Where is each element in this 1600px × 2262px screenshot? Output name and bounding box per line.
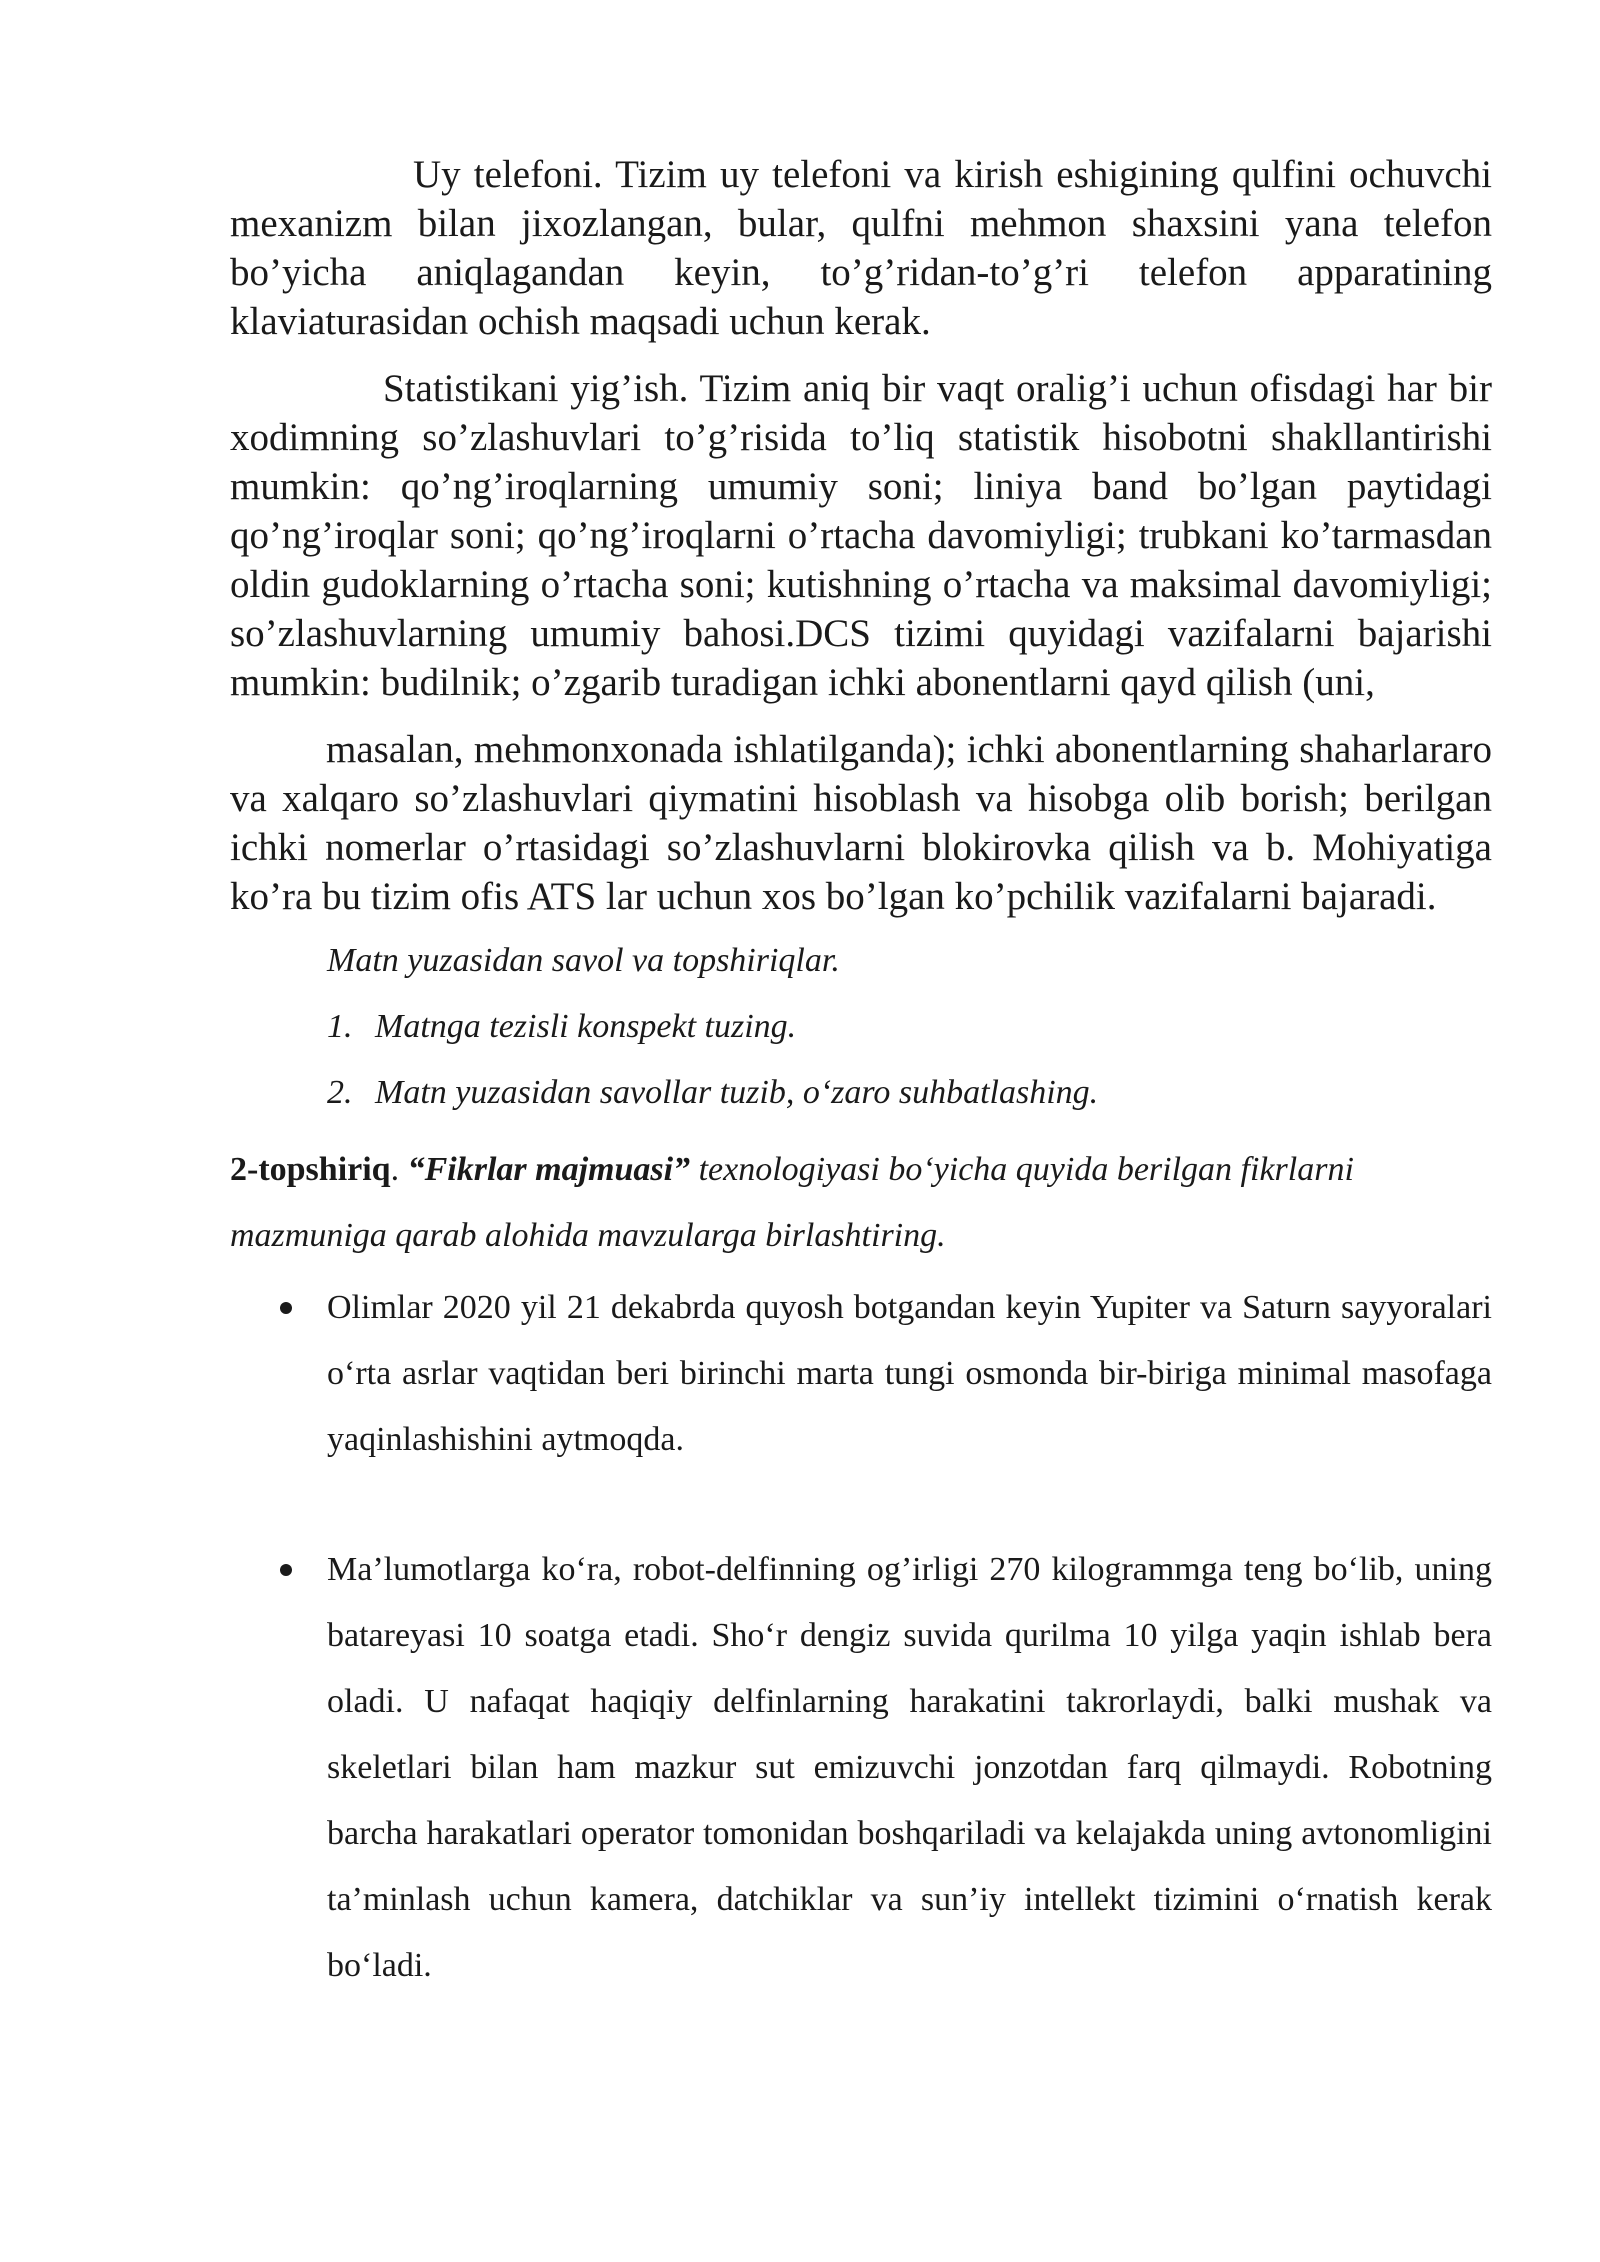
bullet-dot-icon	[230, 1275, 327, 1473]
questions-heading: Matn yuzasidan savol va topshiriqlar.	[327, 942, 840, 979]
bullet-dot-icon	[230, 1537, 327, 1999]
bullet-item	[230, 1275, 1492, 1473]
task-2-term: “Fikrlar majmuasi”	[407, 1151, 691, 1188]
paragraph-statistics: Statistikani yig’ish. Tizim aniq bir vaqt oralig’i uchun ofisdagi har bir xodimning so’zlashuvlari to’g’risida to’liq statistik hisobotni shakllantirishi mumkin: qo’ng’iroqlarning umumiy soni; liniya band bo’lgan paytidagi qo’ng’iroqlar soni; qo’ng’iroqlarni o’rtacha davomiyligi; trubkani ko’tarmasdan oldin gudoklarning o’rtacha soni; kutishning o’rtacha va maksimal davomiyligi; so’zlashuvlarning umumiy bahosi.DCS tizimi quyidagi vazifalarni bajarishi mumkin: budilnik; o’zgarib turadigan ichki abonentlarni qayd qilish (uni,	[230, 367, 1492, 704]
question-number: 1.	[327, 1008, 353, 1045]
spacer	[230, 1473, 1492, 1537]
bullet-text: Olimlar 2020 yil 21 dekabrda quyosh botgandan keyin Yupiter va Saturn sayyoralari o‘rta asrlar vaqtidan beri birinchi marta tungi osmonda bir-biriga minimal masofaga yaqinlashishini aytmoqda.	[327, 1289, 1492, 1458]
task-2-text: texnologiyasi bo‘yicha quyida berilgan fikrlarni mazmuniga qarab alohida mavzularga birlashtiring.	[230, 1151, 1354, 1254]
paragraph-home-phone: Uy telefoni. Tizim uy telefoni va kirish eshigining qulfini ochuvchi mexanizm bilan jixozlangan, bular, qulfni mehmon shaxsini yana telefon bo’yicha aniqlagandan keyin, to’g’ridan-to’g’ri telefon apparatining klaviaturasidan ochish maqsadi uchun kerak.	[230, 153, 1492, 343]
task-2-separator: .	[390, 1151, 408, 1188]
question-item	[230, 1071, 1492, 1115]
question-item	[230, 1005, 1492, 1049]
bullet-text: Ma’lumotlarga ko‘ra, robot-delfinning og’irligi 270 kilogrammga teng bo‘lib, uning batareyasi 10 soatga etadi. Sho‘r dengiz suvida qurilma 10 yilga yaqin ishlab bera oladi. U nafaqat haqiqiy delfinlarning harakatini takrorlaydi, balki mushak va skeletlari bilan ham mazkur sut emizuvchi jonzotdan farq qilmaydi. Robotning barcha harakatlari operator tomonidan boshqariladi va kelajakda uning avtonomligini ta’minlash uchun kamera, datchiklar va sun’iy intellekt tizimini o‘rnatish kerak bo‘ladi.	[327, 1551, 1492, 1984]
question-text: Matnga tezisli konspekt tuzing.	[375, 1008, 797, 1045]
document-page	[230, 150, 1492, 1999]
paragraph-dcs-functions: masalan, mehmonxonada ishlatilganda); ichki abonentlarning shaharlararo va xalqaro so’zlashuvlari qiymatini hisoblash va hisobga olib borish; berilgan ichki nomerlar o’rtasidagi so’zlashuvlarni blokirovka qilish va b. Mohiyatiga ko’ra bu tizim ofis ATS lar uchun xos bo’lgan ko’pchilik vazifalarni bajaradi.	[230, 728, 1492, 918]
task-2-instruction	[230, 1137, 1492, 1269]
question-number: 2.	[327, 1074, 353, 1111]
question-text: Matn yuzasidan savollar tuzib, o‘zaro suhbatlashing.	[375, 1074, 1099, 1111]
bullet-item	[230, 1537, 1492, 1999]
task-2-label: 2-topshiriq	[230, 1151, 391, 1188]
